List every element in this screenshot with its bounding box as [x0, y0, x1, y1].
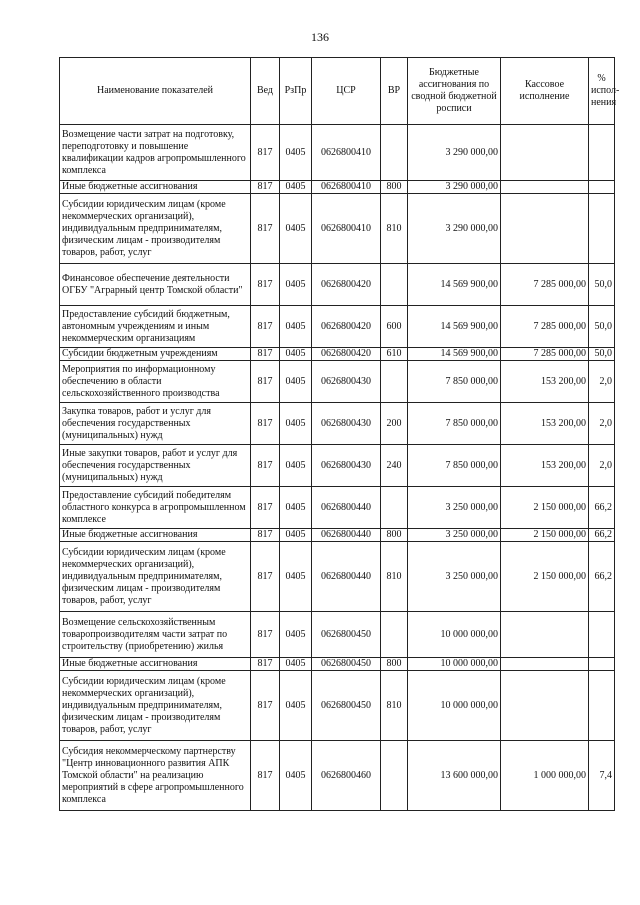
cell-ved: 817 — [251, 529, 280, 542]
cell-csr: 0626800410 — [312, 125, 381, 181]
cell-ved: 817 — [251, 658, 280, 671]
cell-name: Возмещение сельскохозяйственным товаропроизводителям части затрат по строительству (приобретению) жилья — [60, 612, 251, 658]
cell-csr: 0626800440 — [312, 487, 381, 529]
cell-cash: 2 150 000,00 — [501, 529, 589, 542]
cell-vr — [381, 361, 408, 403]
cell-ved: 817 — [251, 125, 280, 181]
cell-rzpr: 0405 — [280, 348, 312, 361]
cell-percent: 50,0 — [589, 264, 615, 306]
cell-rzpr: 0405 — [280, 194, 312, 264]
cell-name: Субсидии юридическим лицам (кроме некоммерческих организаций), индивидуальным предпринимателям, физическим лицам - производителям товаров, работ, услуг — [60, 542, 251, 612]
cell-rzpr: 0405 — [280, 658, 312, 671]
cell-vr: 610 — [381, 348, 408, 361]
table-row — [60, 487, 615, 529]
cell-cash — [501, 612, 589, 658]
cell-rzpr: 0405 — [280, 125, 312, 181]
cell-name: Закупка товаров, работ и услуг для обеспечения государственных (муниципальных) нужд — [60, 403, 251, 445]
cell-rzpr: 0405 — [280, 741, 312, 811]
cell-csr: 0626800450 — [312, 658, 381, 671]
cell-csr: 0626800420 — [312, 348, 381, 361]
cell-budget: 10 000 000,00 — [408, 612, 501, 658]
cell-csr: 0626800450 — [312, 671, 381, 741]
cell-name: Предоставление субсидий победителям областного конкурса в агропромышленном комплексе — [60, 487, 251, 529]
table-row — [60, 264, 615, 306]
table-row — [60, 181, 615, 194]
cell-csr: 0626800410 — [312, 181, 381, 194]
cell-rzpr: 0405 — [280, 361, 312, 403]
header-cash: Кассовое исполнение — [501, 58, 589, 125]
cell-ved: 817 — [251, 542, 280, 612]
cell-csr: 0626800430 — [312, 403, 381, 445]
cell-name: Иные бюджетные ассигнования — [60, 658, 251, 671]
cell-percent: 2,0 — [589, 403, 615, 445]
cell-percent — [589, 658, 615, 671]
cell-name: Субсидии юридическим лицам (кроме некоммерческих организаций), индивидуальным предпринимателям, физическим лицам - производителям товаров, работ, услуг — [60, 671, 251, 741]
cell-csr: 0626800430 — [312, 445, 381, 487]
cell-csr: 0626800440 — [312, 529, 381, 542]
cell-name: Субсидии бюджетным учреждениям — [60, 348, 251, 361]
header-ved: Вед — [251, 58, 280, 125]
budget-table — [59, 57, 620, 811]
cell-vr — [381, 487, 408, 529]
cell-name: Иные бюджетные ассигнования — [60, 181, 251, 194]
cell-rzpr: 0405 — [280, 306, 312, 348]
cell-percent: 66,2 — [589, 542, 615, 612]
cell-rzpr: 0405 — [280, 264, 312, 306]
cell-cash: 7 285 000,00 — [501, 264, 589, 306]
cell-rzpr: 0405 — [280, 671, 312, 741]
cell-cash — [501, 658, 589, 671]
cell-cash: 1 000 000,00 — [501, 741, 589, 811]
header-csr: ЦСР — [312, 58, 381, 125]
cell-cash: 7 285 000,00 — [501, 348, 589, 361]
cell-name: Предоставление субсидий бюджетным, автономным учреждениям и иным некоммерческим организациям — [60, 306, 251, 348]
cell-ved: 817 — [251, 306, 280, 348]
cell-percent: 66,2 — [589, 529, 615, 542]
cell-name: Субсидия некоммерческому партнерству "Центр инновационного развития АПК Томской области" на реализацию мероприятий в сфере агропромышленного комплекса — [60, 741, 251, 811]
cell-ved: 817 — [251, 348, 280, 361]
cell-vr — [381, 741, 408, 811]
cell-cash: 153 200,00 — [501, 403, 589, 445]
cell-csr: 0626800440 — [312, 542, 381, 612]
table-row — [60, 529, 615, 542]
cell-csr: 0626800430 — [312, 361, 381, 403]
cell-vr: 600 — [381, 306, 408, 348]
cell-cash: 2 150 000,00 — [501, 487, 589, 529]
cell-budget: 14 569 900,00 — [408, 306, 501, 348]
cell-ved: 817 — [251, 671, 280, 741]
cell-cash: 2 150 000,00 — [501, 542, 589, 612]
table-row — [60, 125, 615, 181]
cell-ved: 817 — [251, 181, 280, 194]
cell-vr — [381, 125, 408, 181]
cell-budget: 7 850 000,00 — [408, 403, 501, 445]
cell-ved: 817 — [251, 194, 280, 264]
cell-rzpr: 0405 — [280, 529, 312, 542]
cell-rzpr: 0405 — [280, 487, 312, 529]
cell-cash — [501, 194, 589, 264]
cell-budget: 14 569 900,00 — [408, 348, 501, 361]
cell-percent — [589, 612, 615, 658]
table-header-row — [60, 58, 615, 125]
table-row — [60, 306, 615, 348]
cell-budget: 10 000 000,00 — [408, 658, 501, 671]
table-row — [60, 612, 615, 658]
table-body — [60, 125, 615, 811]
cell-percent — [589, 125, 615, 181]
header-budget: Бюджетные ассигнования по сводной бюджетной росписи — [408, 58, 501, 125]
cell-percent: 2,0 — [589, 361, 615, 403]
cell-percent: 2,0 — [589, 445, 615, 487]
header-name: Наименование показателей — [60, 58, 251, 125]
header-percent: % испол-нения — [589, 58, 615, 125]
cell-name: Возмещение части затрат на подготовку, переподготовку и повышение квалификации кадров агропромышленного комплекса — [60, 125, 251, 181]
cell-ved: 817 — [251, 741, 280, 811]
table-row — [60, 403, 615, 445]
header-vr: ВР — [381, 58, 408, 125]
cell-vr: 800 — [381, 658, 408, 671]
cell-rzpr: 0405 — [280, 542, 312, 612]
table-row — [60, 194, 615, 264]
cell-percent: 7,4 — [589, 741, 615, 811]
cell-budget: 14 569 900,00 — [408, 264, 501, 306]
cell-cash — [501, 181, 589, 194]
cell-csr: 0626800420 — [312, 264, 381, 306]
cell-percent — [589, 194, 615, 264]
cell-vr — [381, 264, 408, 306]
cell-cash — [501, 125, 589, 181]
cell-percent — [589, 181, 615, 194]
cell-cash — [501, 671, 589, 741]
table-row — [60, 741, 615, 811]
cell-budget: 10 000 000,00 — [408, 671, 501, 741]
table-row — [60, 542, 615, 612]
cell-csr: 0626800420 — [312, 306, 381, 348]
cell-ved: 817 — [251, 487, 280, 529]
cell-cash: 7 285 000,00 — [501, 306, 589, 348]
cell-budget: 3 290 000,00 — [408, 194, 501, 264]
cell-vr: 240 — [381, 445, 408, 487]
cell-percent: 50,0 — [589, 306, 615, 348]
cell-ved: 817 — [251, 361, 280, 403]
cell-rzpr: 0405 — [280, 612, 312, 658]
header-rzpr: РзПр — [280, 58, 312, 125]
cell-rzpr: 0405 — [280, 181, 312, 194]
cell-ved: 817 — [251, 264, 280, 306]
cell-vr: 810 — [381, 671, 408, 741]
cell-csr: 0626800410 — [312, 194, 381, 264]
page-number: 136 — [311, 30, 329, 44]
cell-percent: 50,0 — [589, 348, 615, 361]
table-row — [60, 348, 615, 361]
cell-cash: 153 200,00 — [501, 361, 589, 403]
cell-vr: 200 — [381, 403, 408, 445]
cell-name: Мероприятия по информационному обеспечению в области сельскохозяйственного производства — [60, 361, 251, 403]
cell-rzpr: 0405 — [280, 403, 312, 445]
cell-vr: 800 — [381, 529, 408, 542]
cell-vr: 800 — [381, 181, 408, 194]
cell-name: Иные бюджетные ассигнования — [60, 529, 251, 542]
cell-ved: 817 — [251, 612, 280, 658]
cell-budget: 3 250 000,00 — [408, 542, 501, 612]
cell-vr: 810 — [381, 542, 408, 612]
table-row — [60, 658, 615, 671]
cell-budget: 3 250 000,00 — [408, 487, 501, 529]
cell-percent: 66,2 — [589, 487, 615, 529]
cell-budget: 13 600 000,00 — [408, 741, 501, 811]
cell-name: Субсидии юридическим лицам (кроме некоммерческих организаций), индивидуальным предпринимателям, физическим лицам - производителям товаров, работ, услуг — [60, 194, 251, 264]
table-row — [60, 671, 615, 741]
cell-name: Финансовое обеспечение деятельности ОГБУ "Аграрный центр Томской области" — [60, 264, 251, 306]
cell-rzpr: 0405 — [280, 445, 312, 487]
cell-cash: 153 200,00 — [501, 445, 589, 487]
cell-ved: 817 — [251, 403, 280, 445]
cell-name: Иные закупки товаров, работ и услуг для обеспечения государственных (муниципальных) нужд — [60, 445, 251, 487]
cell-budget: 7 850 000,00 — [408, 361, 501, 403]
table-row — [60, 361, 615, 403]
cell-vr — [381, 612, 408, 658]
cell-csr: 0626800450 — [312, 612, 381, 658]
cell-budget: 7 850 000,00 — [408, 445, 501, 487]
cell-vr: 810 — [381, 194, 408, 264]
cell-budget: 3 290 000,00 — [408, 125, 501, 181]
cell-csr: 0626800460 — [312, 741, 381, 811]
cell-ved: 817 — [251, 445, 280, 487]
table-row — [60, 445, 615, 487]
cell-budget: 3 250 000,00 — [408, 529, 501, 542]
cell-budget: 3 290 000,00 — [408, 181, 501, 194]
cell-percent — [589, 671, 615, 741]
